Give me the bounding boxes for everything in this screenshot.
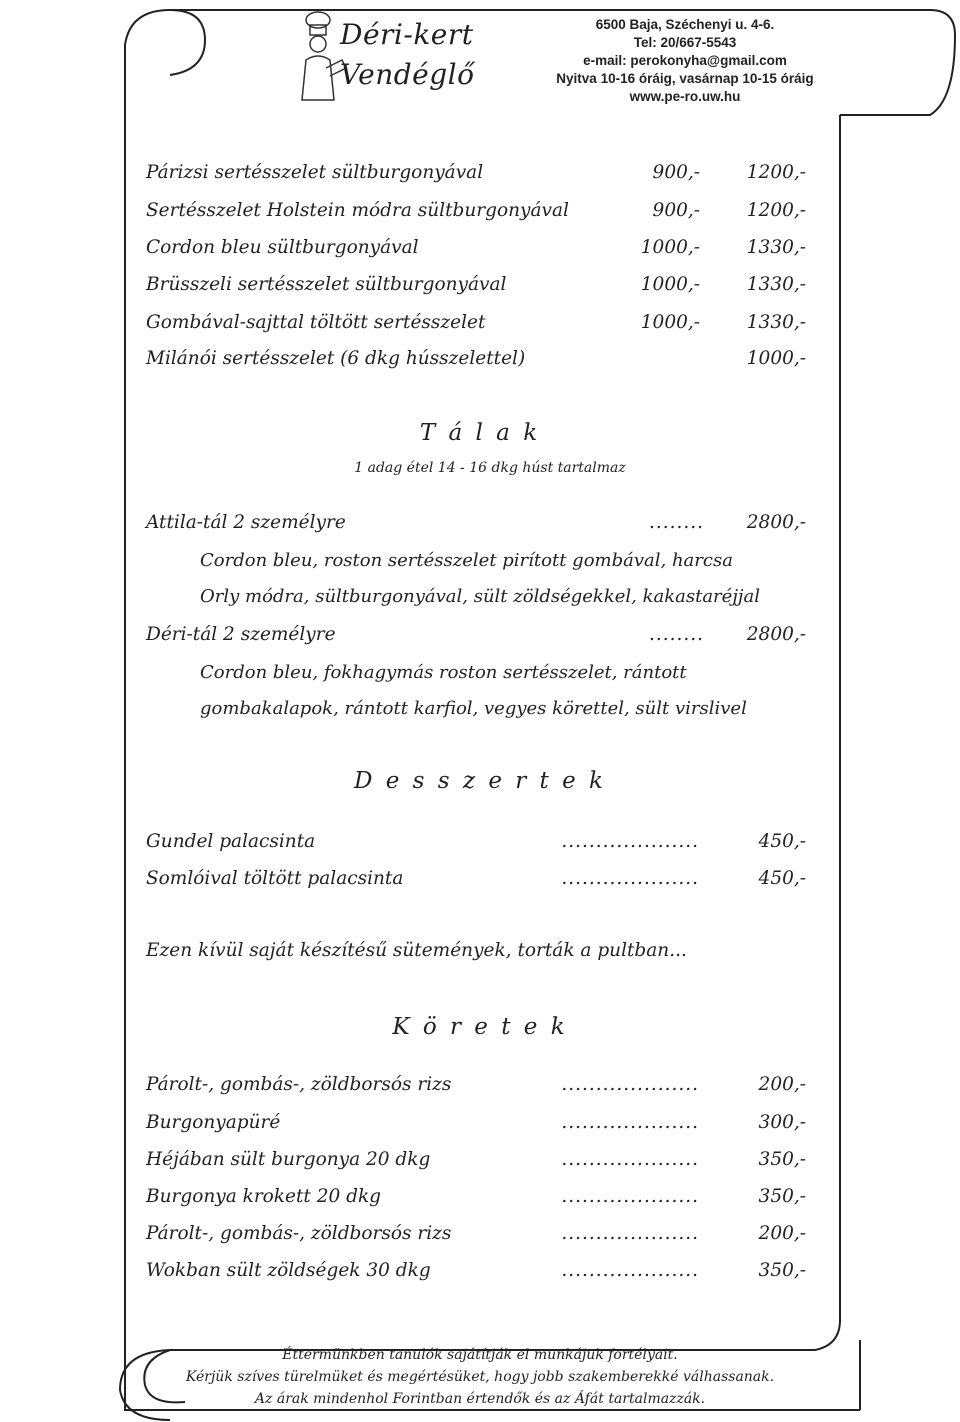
- dessert-item: [146, 827, 806, 857]
- dot-leader: ....................: [561, 1149, 699, 1170]
- platter-description: gombakalapok, rántott karfiol, vegyes körettel, sült virslivel: [200, 698, 747, 719]
- address: 6500 Baja, Széchenyi u. 4-6.: [595, 17, 775, 32]
- menu-item-price-small: 900,-: [652, 200, 700, 221]
- platter-item: [146, 620, 806, 650]
- dot-leader: ........: [648, 624, 704, 645]
- side-name: Héjában sült burgonya 20 dkg: [146, 1149, 431, 1170]
- side-name: Párolt-, gombás-, zöldborsós rizs: [146, 1223, 452, 1244]
- menu-item-price-small: 1000,-: [640, 237, 700, 258]
- dot-leader: ....................: [561, 1112, 699, 1133]
- menu-item-name: Brüsszeli sertésszelet sültburgonyával: [146, 274, 507, 295]
- side-item: [146, 1145, 806, 1175]
- menu-item: [146, 196, 806, 226]
- side-name: Burgonya krokett 20 dkg: [146, 1186, 382, 1207]
- dessert-extra-note: Ezen kívül saját készítésű sütemények, torták a pultban...: [146, 940, 687, 961]
- menu-item-price-small: 1000,-: [640, 312, 700, 333]
- menu-item: [146, 233, 806, 263]
- platter-name: Attila-tál 2 személyre: [146, 512, 346, 533]
- dot-leader: ....................: [561, 1186, 699, 1207]
- side-price: 350,-: [758, 1149, 806, 1170]
- dessert-name: Gundel palacsinta: [146, 831, 316, 852]
- platter-item: [146, 508, 806, 538]
- menu-item-name: Sertésszelet Holstein módra sültburgonyával: [146, 200, 569, 221]
- section-heading-platters: T á l a k: [419, 420, 541, 446]
- side-name: Wokban sült zöldségek 30 dkg: [146, 1260, 431, 1281]
- footer-line: Az árak mindenhol Forintban értendők és az Áfát tartalmazzák.: [254, 1391, 706, 1407]
- platter-price: 2800,-: [746, 512, 806, 533]
- dessert-price: 450,-: [758, 868, 806, 889]
- email-link[interactable]: e-mail: perokonyha@gmail.com: [583, 53, 787, 68]
- menu-item-price-large: 1200,-: [746, 162, 806, 183]
- dot-leader: ....................: [561, 868, 699, 889]
- menu-item-price-large: 1330,-: [746, 312, 806, 333]
- platter-description: Orly módra, sültburgonyával, sült zöldségekkel, kakastaréjjal: [200, 586, 760, 607]
- dessert-name: Somlóival töltött palacsinta: [146, 868, 404, 889]
- side-price: 200,-: [758, 1074, 806, 1095]
- dot-leader: ........: [648, 512, 704, 533]
- menu-item-price-large: 1200,-: [746, 200, 806, 221]
- footer-line: Éttermünkben tanulók sajátítják el munkájuk fortélyait.: [282, 1347, 678, 1363]
- menu-item-name: Gombával-sajttal töltött sertésszelet: [146, 312, 486, 333]
- side-item: [146, 1256, 806, 1286]
- section-heading-desserts: D e s s z e r t e k: [354, 768, 606, 794]
- platter-name: Déri-tál 2 személyre: [146, 624, 336, 645]
- menu-item-price-small: 900,-: [652, 162, 700, 183]
- logo-title-line2: Vendéglő: [340, 58, 475, 91]
- menu-item: [146, 344, 806, 374]
- dot-leader: ....................: [561, 1223, 699, 1244]
- dot-leader: ....................: [561, 1260, 699, 1281]
- menu-item-price-large: 1330,-: [746, 274, 806, 295]
- footer-line: Kérjük szíves türelmüket és megértésüket, hogy jobb szakemberekké válhassanak.: [185, 1369, 775, 1385]
- menu-item-name: Cordon bleu sültburgonyával: [146, 237, 419, 258]
- menu-item-price-large: 1000,-: [746, 348, 806, 369]
- website-link[interactable]: www.pe-ro.uw.hu: [629, 89, 741, 104]
- dessert-price: 450,-: [758, 831, 806, 852]
- side-item: [146, 1070, 806, 1100]
- phone: Tel: 20/667-5543: [633, 35, 737, 50]
- side-price: 200,-: [758, 1223, 806, 1244]
- side-price: 350,-: [758, 1260, 806, 1281]
- side-price: 350,-: [758, 1186, 806, 1207]
- menu-item-name: Párizsi sertésszelet sültburgonyával: [146, 162, 484, 183]
- platter-portion-note: 1 adag étel 14 - 16 dkg húst tartalmaz: [354, 460, 626, 476]
- dot-leader: ....................: [561, 1074, 699, 1095]
- dot-leader: ....................: [561, 831, 699, 852]
- menu-item-name: Milánói sertésszelet (6 dkg hússzelettel): [146, 348, 526, 369]
- platter-price: 2800,-: [746, 624, 806, 645]
- menu-item: [146, 270, 806, 300]
- side-item: [146, 1219, 806, 1249]
- platter-description: Cordon bleu, roston sertésszelet pirított gombával, harcsa: [200, 550, 733, 571]
- side-item: [146, 1108, 806, 1138]
- section-heading-sides: K ö r e t e k: [392, 1014, 568, 1040]
- footer-notes: [100, 1344, 860, 1410]
- side-name: Burgonyapüré: [146, 1112, 281, 1133]
- menu-item: [146, 308, 806, 338]
- platter-description: Cordon bleu, fokhagymás roston sertésszelet, rántott: [200, 662, 687, 683]
- logo-title-line1: Déri-kert: [340, 18, 474, 51]
- side-name: Párolt-, gombás-, zöldborsós rizs: [146, 1074, 452, 1095]
- opening-hours: Nyitva 10-16 óráig, vasárnap 10-15 óráig: [556, 71, 814, 86]
- menu-item: [146, 158, 806, 188]
- contact-block: [540, 16, 830, 106]
- menu-item-price-large: 1330,-: [746, 237, 806, 258]
- dessert-item: [146, 864, 806, 894]
- menu-item-price-small: 1000,-: [640, 274, 700, 295]
- side-price: 300,-: [758, 1112, 806, 1133]
- side-item: [146, 1182, 806, 1212]
